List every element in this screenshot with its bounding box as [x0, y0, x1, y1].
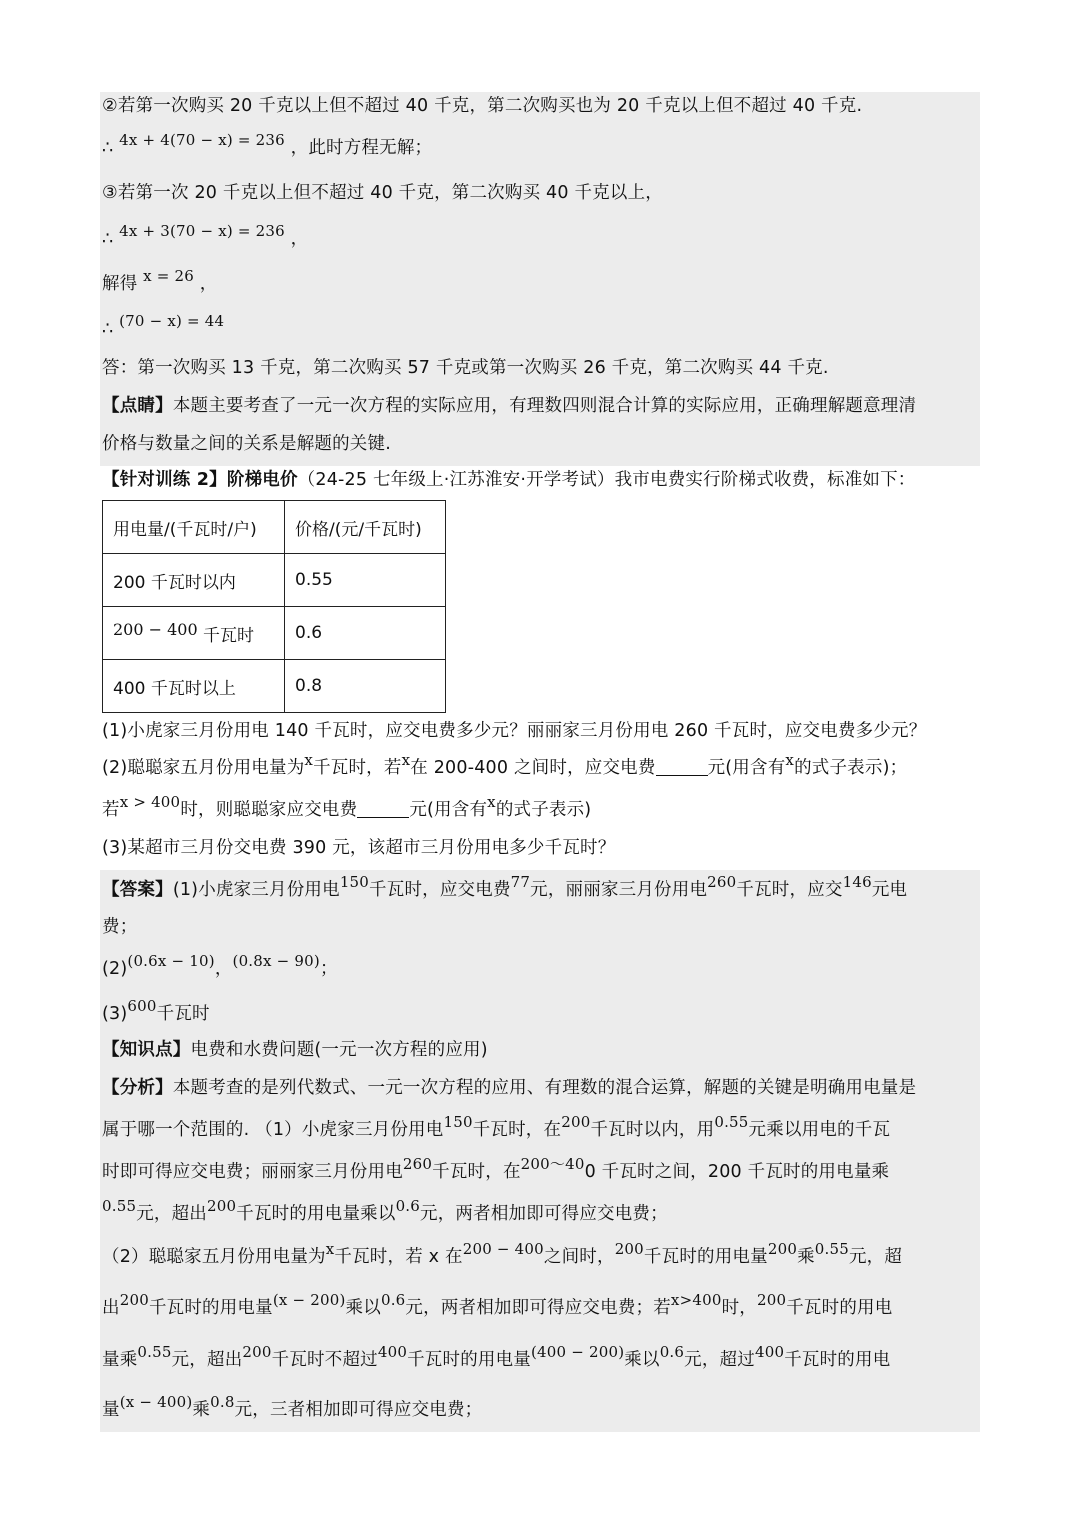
therefore-symbol: ∴	[102, 138, 114, 158]
q2-text: 的式子表示)；	[794, 758, 908, 778]
analysis-expression: (x − 400)	[119, 1393, 193, 1411]
exercise-header	[102, 468, 916, 492]
analysis-text: 元，超出	[171, 1350, 243, 1370]
table-row	[103, 607, 446, 660]
analysis-text: 千瓦时的用电量乘以	[236, 1204, 396, 1224]
analysis-value: 0.6	[659, 1343, 685, 1361]
answer-line-2: 费；	[102, 917, 138, 937]
answer-text: 元电	[871, 880, 908, 900]
table-cell-range: 200 千瓦时以内	[103, 554, 285, 607]
analysis-text: 千瓦时，在	[432, 1162, 521, 1182]
analysis-expression: x>400	[670, 1291, 722, 1309]
question-1: (1)小虎家三月份用电 140 千瓦时，应交电费多少元？丽丽家三月份用电 260 千瓦时，应交电费多少元？	[102, 721, 927, 741]
analysis-text: 乘以	[624, 1350, 660, 1370]
analysis-value: 200	[757, 1291, 787, 1309]
analysis-value: 150	[443, 1113, 473, 1131]
equation-2: 4x + 4(70 − x) = 236	[119, 131, 285, 149]
analysis-text: 乘	[797, 1247, 815, 1267]
analysis-text: 千瓦时的用电量	[148, 1298, 273, 1318]
question-2-line-1	[102, 751, 908, 780]
solve-line	[102, 267, 218, 296]
analysis-text: 元，两者相加即可得应交电费；若	[405, 1298, 671, 1318]
analysis-text: 千瓦时的用电	[786, 1298, 893, 1318]
q2-text: 元(用含有	[409, 800, 488, 820]
analysis-line-6	[102, 1291, 893, 1320]
therefore-symbol: ∴	[102, 319, 114, 339]
analysis-value: 0.8	[210, 1393, 235, 1411]
analysis-text: 元，三者相加即可得应交电费；	[234, 1400, 483, 1420]
q2-text: 时，则聪聪家应交电费	[180, 800, 358, 820]
analysis-expression: (400 − 200)	[531, 1343, 625, 1361]
q2-text: 若	[102, 800, 120, 820]
analysis-text: 千瓦时的用	[784, 1350, 873, 1370]
analysis-line-1	[102, 1076, 916, 1100]
analysis-text: 元，超过	[684, 1350, 755, 1370]
analysis-text: 时即可得应交电费；丽丽家三月份用电	[102, 1162, 403, 1182]
analysis-value: 200	[561, 1113, 591, 1131]
answer-value: 77	[510, 873, 531, 891]
var-x: x	[304, 751, 314, 769]
equation-3-tail: ，	[290, 229, 309, 249]
knowledge-line	[102, 1038, 488, 1062]
q2-text: 元(用含有	[707, 758, 786, 778]
var-x: x	[785, 751, 795, 769]
answer-value: 600	[127, 997, 157, 1015]
analysis-value: 200～40	[520, 1155, 585, 1173]
analysis-line-8	[102, 1393, 483, 1422]
analysis-text: 千瓦时不超过	[271, 1350, 378, 1370]
var-x: x	[401, 751, 411, 769]
table-header-row	[103, 501, 446, 554]
knowledge-tag: 【知识点】	[102, 1040, 191, 1060]
q2-text: 的式子表示)	[495, 800, 592, 820]
range-math: 200 − 400	[113, 619, 198, 639]
analysis-text: 之间时，	[543, 1247, 615, 1267]
analysis-text: 千瓦时的用电量	[643, 1247, 768, 1267]
result-line	[102, 312, 225, 341]
answer-text: (2)	[102, 959, 128, 979]
therefore-symbol: ∴	[102, 229, 114, 249]
answer-blank	[656, 757, 708, 776]
answer-text: 千瓦时，应交电费	[369, 880, 511, 900]
analysis-text: 元，超	[848, 1247, 903, 1267]
analysis-text: 时，	[721, 1298, 757, 1318]
table-row	[103, 554, 446, 607]
answer-text: (3)	[102, 1004, 128, 1024]
answer-text: ，	[214, 959, 233, 979]
equation-3: 4x + 3(70 − x) = 236	[119, 222, 285, 240]
analysis-line-7	[102, 1343, 891, 1372]
answer-expression: (0.6x − 10)	[127, 952, 215, 970]
table-cell-range: 400 千瓦时以上	[103, 660, 285, 713]
equation-2-note: ，此时方程无解；	[290, 138, 433, 158]
analysis-value: 200	[767, 1240, 798, 1258]
case-2-line: ②若第一次购买 20 千克以上但不超过 40 千克，第二次购买也为 20 千克以上但不超过 40 千克.	[102, 96, 863, 116]
equation-3-line	[102, 222, 309, 251]
analysis-text: 元乘以用电的千瓦	[748, 1120, 891, 1140]
result-equation: (70 − x) = 44	[119, 312, 225, 330]
analysis-text: 千瓦时以内，用	[590, 1120, 715, 1140]
analysis-value: 260	[402, 1155, 433, 1173]
comment-line-2: 价格与数量之间的关系是解题的关键.	[102, 434, 391, 454]
analysis-text: 元，超出	[136, 1204, 208, 1224]
answer-tag: 【答案】	[102, 880, 173, 900]
analysis-value: 0.6	[380, 1291, 406, 1309]
answer-part-2	[102, 952, 338, 981]
table-header-usage: 用电量/(千瓦时/户)	[103, 501, 285, 554]
table-cell-price: 0.55	[285, 554, 446, 607]
answer-text: ；	[319, 959, 338, 979]
exercise-tag: 【针对训练 2】阶梯电价	[102, 470, 298, 490]
solve-tail: ，	[199, 274, 218, 294]
q2-text: 在 200-400 之间时，应交电费	[410, 758, 656, 778]
analysis-text: （2）聪聪家五月份用电量为	[102, 1247, 326, 1267]
final-answer-line: 答：第一次购买 13 千克，第二次购买 57 千克或第一次购买 26 千克，第二次购买 44 千克.	[102, 358, 829, 378]
table-row	[103, 660, 446, 713]
equation-2-line	[102, 131, 433, 160]
analysis-text: 千瓦时，在	[472, 1120, 562, 1140]
analysis-expression: (x − 200)	[272, 1291, 346, 1309]
q2-text: (2)聪聪家五月份用电量为	[102, 758, 305, 778]
answer-part-3	[102, 997, 210, 1026]
answer-expression: (0.8x − 90)	[232, 952, 320, 970]
solve-result: x = 26	[143, 267, 195, 285]
analysis-value: 0.55	[102, 1197, 137, 1215]
analysis-value: 200	[207, 1197, 237, 1215]
analysis-line-5	[102, 1240, 903, 1269]
question-2-line-2	[102, 793, 592, 822]
analysis-text: 千瓦时，若 x 在	[334, 1247, 463, 1267]
analysis-text: 属于哪一个范围的. （1）小虎家三月份用电	[102, 1120, 444, 1140]
analysis-value: 0.55	[714, 1113, 749, 1131]
comment-tag: 【点睛】	[102, 396, 173, 416]
answer-value: 260	[707, 873, 737, 891]
analysis-text: 电	[872, 1350, 891, 1370]
answer-value: 150	[339, 873, 370, 891]
question-3: (3)某超市三月份交电费 390 元，该超市三月份用电多少千瓦时？	[102, 838, 616, 858]
var-x: x	[325, 1240, 335, 1258]
analysis-text: 乘	[192, 1400, 211, 1420]
answer-line-1	[102, 873, 908, 902]
analysis-tag: 【分析】	[102, 1078, 173, 1098]
analysis-value: 200	[614, 1240, 644, 1258]
answer-blank	[357, 799, 409, 818]
solve-prefix: 解得	[102, 274, 138, 294]
analysis-text: 本题考查的是列代数式、一元一次方程的应用、有理数的混合运算，解题的关键是明确用电量是	[172, 1078, 917, 1098]
knowledge-text: 电费和水费问题(一元一次方程的应用)	[190, 1040, 488, 1060]
analysis-value: 200	[119, 1291, 149, 1309]
price-table	[102, 500, 446, 713]
analysis-text: 元，两者相加即可得应交电费；	[420, 1204, 668, 1224]
range-unit: 千瓦时	[197, 625, 255, 646]
analysis-text: 出	[102, 1298, 120, 1318]
answer-text: 千瓦时，应交	[736, 880, 843, 900]
analysis-value: 200	[242, 1343, 272, 1361]
analysis-value: 400	[754, 1343, 785, 1361]
comment-line-1	[102, 394, 916, 418]
answer-value: 146	[842, 873, 872, 891]
table-cell-range	[103, 607, 285, 660]
table-cell-price: 0.8	[285, 660, 446, 713]
analysis-text: 量乘	[102, 1350, 138, 1370]
analysis-value: 0.6	[395, 1197, 421, 1215]
analysis-text: 千瓦时的用电量	[407, 1350, 531, 1370]
table-cell-price: 0.6	[285, 607, 446, 660]
answer-text: 千瓦时	[156, 1004, 210, 1024]
answer-text: (1)小虎家三月份用电	[172, 880, 340, 900]
analysis-text: 乘以	[345, 1298, 381, 1318]
answer-text: 元，丽丽家三月份用电	[530, 880, 708, 900]
q2-text: 千瓦时，若	[313, 758, 402, 778]
var-x: x	[487, 793, 496, 811]
analysis-text: 0 千瓦时之间，200 千瓦时的用电量乘	[584, 1162, 890, 1182]
exercise-source: （24-25 七年级上·江苏淮安·开学考试）我市电费实行阶梯式收费，标准如下：	[297, 470, 916, 490]
analysis-value: 0.55	[137, 1343, 172, 1361]
table-header-price: 价格/(元/千瓦时)	[285, 501, 446, 554]
analysis-value: 0.55	[814, 1240, 849, 1258]
condition-math: x > 400	[119, 793, 181, 811]
analysis-expression: 200 − 400	[462, 1240, 544, 1258]
case-3-line: ③若第一次 20 千克以上但不超过 40 千克，第二次购买 40 千克以上，	[102, 183, 663, 203]
analysis-value: 400	[377, 1343, 408, 1361]
analysis-line-3	[102, 1155, 890, 1184]
comment-text-1: 本题主要考查了一元一次方程的实际应用，有理数四则混合计算的实际应用，正确理解题意理清	[172, 396, 917, 416]
analysis-text: 量	[102, 1400, 120, 1420]
analysis-line-4	[102, 1197, 668, 1226]
analysis-line-2	[102, 1113, 891, 1142]
